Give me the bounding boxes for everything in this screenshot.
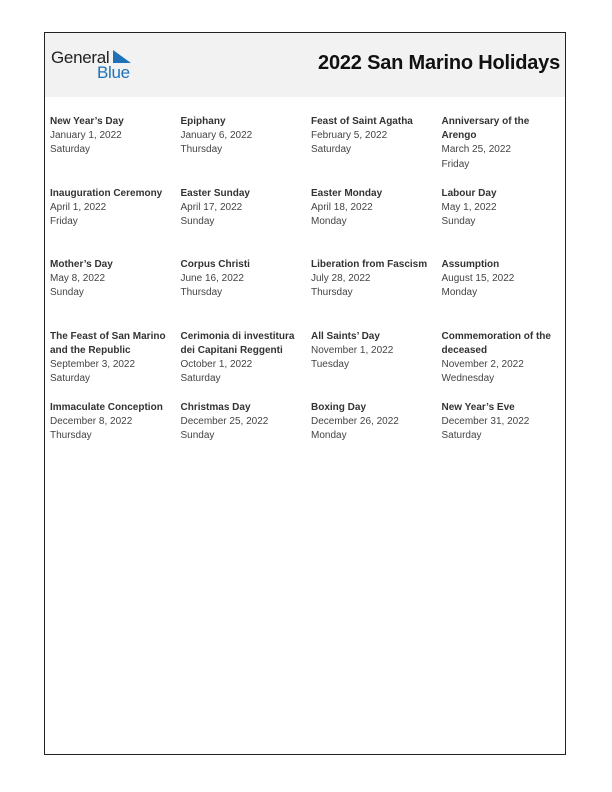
- holiday-name: Epiphany: [180, 116, 226, 127]
- holiday-date: March 25, 2022: [441, 144, 511, 156]
- holiday-date: November 1, 2022: [311, 344, 394, 356]
- holiday-weekday: Thursday: [180, 144, 223, 156]
- holiday-weekday: Saturday: [50, 144, 91, 156]
- generalblue-logo: [51, 48, 141, 84]
- holiday-item: [50, 258, 181, 330]
- holiday-name: Feast of Saint Agatha: [311, 116, 413, 127]
- holiday-date: September 3, 2022: [50, 358, 136, 370]
- holiday-item: [50, 401, 181, 473]
- holiday-item: [311, 187, 442, 259]
- holiday-item: [181, 258, 312, 330]
- holiday-weekday: Wednesday: [441, 373, 495, 385]
- holiday-date: August 15, 2022: [441, 273, 515, 285]
- holiday-item: [50, 330, 181, 402]
- holiday-name: Boxing Day: [311, 402, 367, 413]
- holiday-date: December 31, 2022: [441, 416, 530, 428]
- calendar-page: [44, 32, 566, 755]
- holiday-date: December 25, 2022: [180, 416, 269, 428]
- holiday-date: April 17, 2022: [180, 201, 243, 213]
- holiday-name: Easter Monday: [311, 187, 383, 199]
- holiday-weekday: Friday: [441, 158, 470, 170]
- holiday-weekday: Friday: [50, 215, 78, 227]
- logo-general-text: General: [51, 48, 110, 67]
- page-header: [45, 33, 565, 97]
- holiday-item: [181, 330, 312, 402]
- logo-blue-text: Blue: [97, 63, 130, 82]
- holiday-name: Easter Sunday: [180, 187, 250, 199]
- holiday-weekday: Saturday: [50, 373, 91, 385]
- holiday-name: Inauguration Ceremony: [50, 187, 163, 199]
- holiday-item: [442, 258, 564, 330]
- holiday-date: January 6, 2022: [180, 130, 253, 142]
- holiday-name: All Saints’ Day: [311, 330, 380, 342]
- holiday-weekday: Thursday: [50, 430, 92, 442]
- holiday-weekday: Saturday: [441, 430, 482, 442]
- holiday-item: [442, 330, 564, 402]
- holiday-weekday: Thursday: [311, 287, 353, 299]
- holiday-name: Labour Day: [441, 187, 497, 199]
- holiday-weekday: Saturday: [180, 373, 221, 385]
- holiday-name: Corpus Christi: [180, 259, 250, 270]
- holiday-date: November 2, 2022: [441, 358, 524, 370]
- holiday-date: May 8, 2022: [50, 273, 106, 285]
- holiday-name: The Feast of San Marino and the Republic: [50, 330, 166, 356]
- holiday-weekday: Sunday: [441, 215, 476, 227]
- holiday-item: [50, 187, 181, 259]
- holiday-name: Liberation from Fascism: [311, 259, 428, 270]
- holiday-item: [311, 401, 442, 473]
- page-title: 2022 San Marino Holidays: [318, 52, 560, 74]
- holiday-date: June 16, 2022: [180, 273, 244, 285]
- holiday-name: Cerimonia di investitura dei Capitani Reggenti: [180, 330, 295, 356]
- holiday-name: New Year’s Day: [50, 116, 124, 127]
- holiday-name: Assumption: [441, 259, 500, 270]
- holiday-date: December 8, 2022: [50, 416, 133, 428]
- holiday-weekday: Thursday: [180, 287, 223, 299]
- holiday-item: [181, 401, 312, 473]
- holiday-item: [311, 258, 442, 330]
- holiday-name: Mother’s Day: [50, 259, 113, 270]
- holiday-grid: [50, 115, 564, 473]
- holiday-name: Immaculate Conception: [50, 402, 163, 413]
- holiday-item: [311, 115, 442, 187]
- holiday-date: December 26, 2022: [311, 416, 399, 428]
- holiday-date: July 28, 2022: [311, 273, 371, 285]
- holiday-item: [442, 401, 564, 473]
- logo-flag-icon: [113, 50, 131, 63]
- holiday-weekday: Tuesday: [311, 358, 349, 370]
- holiday-date: October 1, 2022: [180, 358, 253, 370]
- holiday-item: [181, 115, 312, 187]
- holiday-item: [181, 187, 312, 259]
- holiday-item: [50, 115, 181, 187]
- holiday-weekday: Monday: [441, 287, 478, 299]
- holiday-date: February 5, 2022: [311, 130, 388, 142]
- holiday-name: Anniversary of the Arengo: [441, 116, 530, 142]
- holiday-weekday: Monday: [311, 430, 347, 442]
- holiday-date: April 1, 2022: [50, 201, 107, 213]
- holiday-name: Commemoration of the deceased: [441, 330, 551, 356]
- holiday-item: [442, 187, 564, 259]
- holiday-name: Christmas Day: [180, 402, 251, 413]
- holiday-date: May 1, 2022: [441, 201, 497, 213]
- holiday-weekday: Sunday: [50, 287, 84, 299]
- holiday-date: April 18, 2022: [311, 201, 373, 213]
- holiday-item: [442, 115, 564, 187]
- holiday-date: January 1, 2022: [50, 130, 122, 142]
- holiday-item: [311, 330, 442, 402]
- holiday-weekday: Sunday: [180, 215, 215, 227]
- holiday-weekday: Saturday: [311, 144, 352, 156]
- holiday-weekday: Sunday: [180, 430, 215, 442]
- holiday-weekday: Monday: [311, 215, 347, 227]
- holiday-name: New Year’s Eve: [441, 402, 515, 413]
